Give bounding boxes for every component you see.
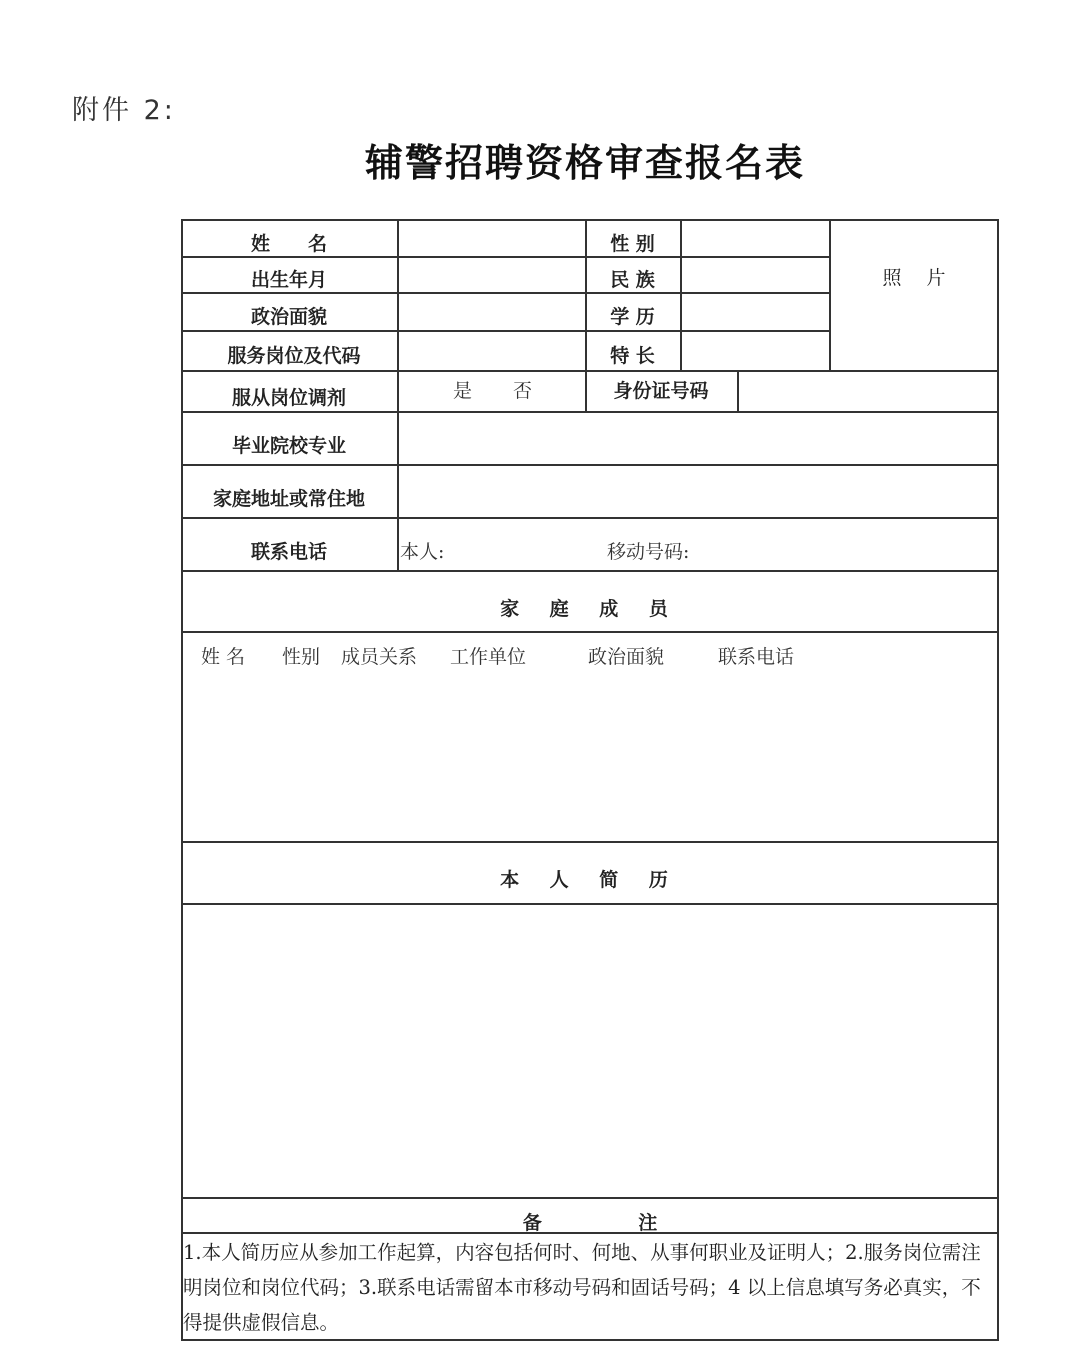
post-label: 服务岗位及代码 bbox=[227, 345, 361, 367]
row-line bbox=[181, 570, 999, 572]
phone-self-field[interactable] bbox=[451, 519, 601, 569]
photo-field[interactable] bbox=[831, 221, 996, 369]
photo-label: 照 片 bbox=[882, 267, 946, 289]
phone-label: 联系电话 bbox=[250, 541, 327, 563]
remarks-heading: 备 注 bbox=[522, 1212, 658, 1234]
remarks-text: 1.本人简历应从参加工作起算，内容包括何时、何地、从事何职业及证明人；2.服务岗位需注明岗位和岗位代码；3.联系电话需留本市移动号码和固话号码；4 以上信息填写务必真实，不得提供虚假信息。 bbox=[183, 1241, 981, 1334]
birth-label: 出生年月 bbox=[250, 269, 327, 291]
education-field[interactable] bbox=[682, 294, 828, 329]
family-col-name: 姓 名 bbox=[201, 646, 246, 668]
row-line bbox=[181, 631, 999, 633]
school-label: 毕业院校专业 bbox=[231, 435, 346, 457]
education-label: 学 历 bbox=[610, 306, 655, 328]
name-label: 姓 名 bbox=[250, 233, 327, 255]
family-col-gender: 性别 bbox=[282, 646, 321, 668]
phone-mobile-label: 移动号码: bbox=[607, 541, 690, 563]
row-line bbox=[181, 841, 999, 843]
phone-self-label: 本人: bbox=[400, 541, 445, 563]
family-col-political: 政治面貌 bbox=[588, 646, 665, 668]
phone-mobile-field[interactable] bbox=[701, 519, 996, 569]
address-field[interactable] bbox=[399, 466, 996, 516]
registration-form bbox=[181, 219, 999, 1340]
political-label: 政治面貌 bbox=[250, 306, 327, 328]
political-field[interactable] bbox=[399, 294, 584, 329]
school-field[interactable] bbox=[399, 413, 996, 463]
family-col-phone: 联系电话 bbox=[718, 646, 795, 668]
adjust-no-option[interactable]: 否 bbox=[513, 380, 533, 402]
family-members-field[interactable] bbox=[183, 674, 996, 839]
post-field[interactable] bbox=[399, 332, 584, 369]
adjust-yes-option[interactable]: 是 bbox=[453, 380, 473, 402]
resume-heading: 本 人 简 历 bbox=[500, 869, 680, 891]
form-title: 辅警招聘资格审查报名表 bbox=[364, 140, 805, 185]
id-number-label: 身份证号码 bbox=[613, 380, 709, 402]
ethnicity-field[interactable] bbox=[682, 258, 828, 291]
id-number-field[interactable] bbox=[739, 372, 996, 410]
name-field[interactable] bbox=[399, 221, 584, 255]
row-line bbox=[181, 1197, 999, 1199]
family-col-relation: 成员关系 bbox=[341, 646, 418, 668]
family-heading: 家 庭 成 员 bbox=[500, 598, 680, 620]
specialty-field[interactable] bbox=[682, 332, 828, 369]
border-right bbox=[997, 219, 999, 1340]
gender-label: 性 别 bbox=[610, 233, 655, 255]
birth-field[interactable] bbox=[399, 258, 584, 291]
specialty-label: 特 长 bbox=[610, 345, 655, 367]
attachment-label: 附件 2: bbox=[72, 95, 176, 126]
gender-field[interactable] bbox=[682, 221, 828, 255]
resume-field[interactable] bbox=[183, 905, 996, 1195]
ethnicity-label: 民 族 bbox=[610, 269, 655, 291]
address-label: 家庭地址或常住地 bbox=[212, 488, 365, 510]
family-col-employer: 工作单位 bbox=[450, 646, 527, 668]
adjust-label: 服从岗位调剂 bbox=[231, 387, 346, 409]
